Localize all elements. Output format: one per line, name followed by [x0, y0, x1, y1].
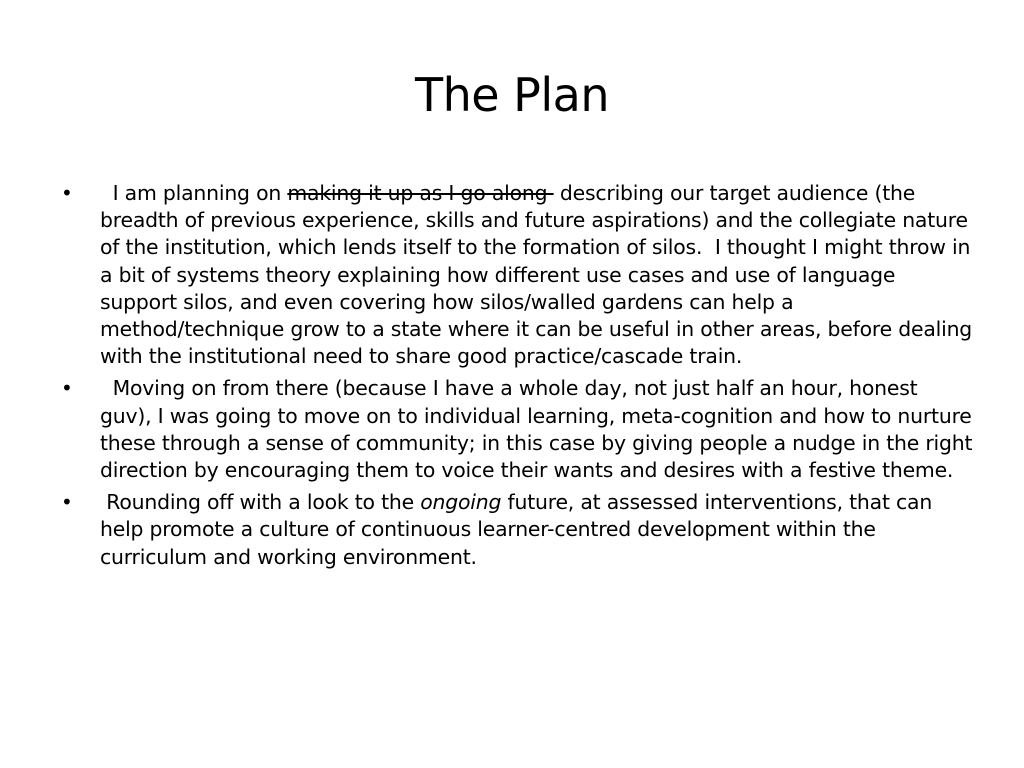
bullet-item-3	[0, 489, 975, 571]
bullet-1-rest: describing our target audience (the breadth of previous experience, skills and future aspirations) and the collegiate nature of the institution, which lends itself to the formation of silos. I thought I might throw in a bit of systems theory explaining how different use cases and use of language support silos, and even covering how silos/walled gardens can help a method/technique grow to a state where it can be useful in other areas, before dealing with the institutional need to share good practice/cascade train.	[100, 181, 979, 369]
bullet-3-rest: future, at assessed interventions, that can help promote a culture of continuous learner-centred development within the curriculum and working environment.	[100, 490, 939, 569]
bullet-marker: •	[61, 376, 73, 401]
bullet-item-1	[0, 180, 979, 370]
bullet-list	[0, 180, 1024, 576]
bullet-1-lead: I am planning on	[100, 181, 288, 205]
bullet-1-struck-text: making it up as I go along	[287, 181, 554, 205]
bullet-3-emphasis: ongoing	[420, 490, 502, 515]
bullet-marker: •	[61, 490, 73, 515]
bullet-marker: •	[61, 181, 73, 205]
slide-title: The Plan	[414, 68, 610, 122]
bullet-item-2	[0, 375, 979, 484]
bullet-3-lead: Rounding off with a look to the	[100, 490, 421, 515]
bullet-2-text: Moving on from there (because I have a whole day, not just half an hour, honest guv), I was going to move on to individual learning, meta-cognition and how to nurture these through a sense of community; in this case by giving people a nudge in the right direction by encouraging them to voice their wants and desires with a festive theme.	[100, 376, 979, 483]
